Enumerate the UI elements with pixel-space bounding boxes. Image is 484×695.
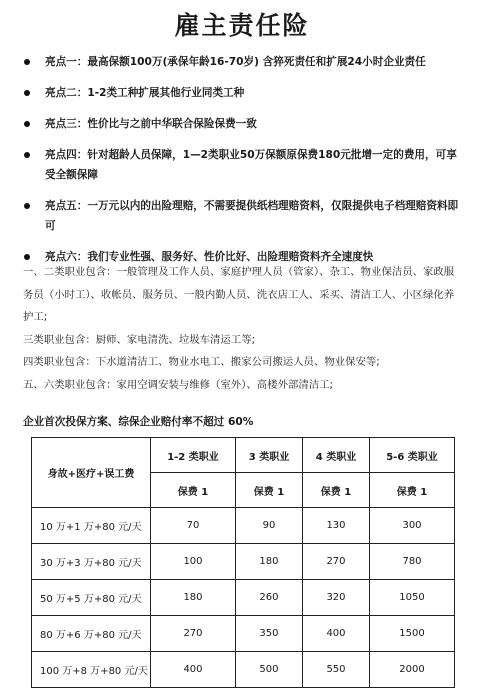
table-cell: 270 <box>302 544 369 580</box>
bullet-icon <box>24 152 30 158</box>
table-cell: 300 <box>370 508 455 544</box>
table-cell: 270 <box>151 616 236 652</box>
subheader-cell: 保费 1 <box>302 473 369 508</box>
row-label: 100 万+8 万+80 元/天 <box>32 652 151 688</box>
highlight-text: 亮点二：1-2类工种扩展其他行业同类工种 <box>45 87 245 99</box>
subheader-cell: 保费 1 <box>151 473 236 508</box>
table-cell: 90 <box>235 508 302 544</box>
subheader-cell: 保费 1 <box>235 473 302 508</box>
table-caption: 企业首次投保方案、综保企业赔付率不超过 60% <box>23 416 254 428</box>
occupation-descriptions <box>23 261 463 396</box>
row-label: 10 万+1 万+80 元/天 <box>32 508 151 544</box>
page-title: 雇主责任险 <box>174 11 310 40</box>
table-cell: 400 <box>302 616 369 652</box>
table-cell: 70 <box>151 508 236 544</box>
highlight-item <box>22 83 462 103</box>
occupation-paragraph: 三类职业包含：厨师、家电清洗、垃圾车清运工等; <box>23 333 256 346</box>
highlight-text: 亮点四：针对超龄人员保障，1—2类职业50万保额原保费180元批增一定的费用，可享受全额保障 <box>45 149 457 181</box>
bullet-icon <box>24 203 30 209</box>
bullet-icon <box>24 90 30 96</box>
table-cell: 500 <box>235 652 302 688</box>
row-header-cell: 身故+医疗+误工费 <box>32 438 151 508</box>
table-cell: 180 <box>151 580 236 616</box>
table-row <box>32 544 455 580</box>
bullet-icon <box>24 121 30 127</box>
bullet-icon <box>24 59 30 65</box>
table-cell: 780 <box>370 544 455 580</box>
column-header: 1-2 类职业 <box>151 438 236 473</box>
highlight-item <box>22 196 462 236</box>
bullet-icon <box>24 254 30 260</box>
subheader-cell: 保费 1 <box>370 473 455 508</box>
row-label: 30 万+3 万+80 元/天 <box>32 544 151 580</box>
highlight-item <box>22 114 462 134</box>
table-cell: 320 <box>302 580 369 616</box>
table-cell: 180 <box>235 544 302 580</box>
column-header: 4 类职业 <box>302 438 369 473</box>
table-cell: 350 <box>235 616 302 652</box>
occupation-paragraph: 四类职业包含：下水道清洁工、物业水电工、搬家公司搬运人员、物业保安等; <box>23 356 380 368</box>
row-label: 80 万+6 万+80 元/天 <box>32 616 151 652</box>
table-cell: 2000 <box>370 652 455 688</box>
table-row <box>32 616 455 652</box>
highlight-text: 亮点五：一万元以内的出险理赔，不需要提供纸档理赔资料，仅限提供电子档理赔资料即可 <box>45 200 459 232</box>
table-cell: 400 <box>151 652 236 688</box>
table-cell: 550 <box>302 652 369 688</box>
table-cell: 1500 <box>370 616 455 652</box>
column-header: 3 类职业 <box>235 438 302 473</box>
highlight-text: 亮点三：性价比与之前中华联合保险保费一致 <box>45 118 257 130</box>
table-cell: 100 <box>151 544 236 580</box>
row-label: 50 万+5 万+80 元/天 <box>32 580 151 616</box>
highlight-item <box>22 145 462 185</box>
table-cell: 1050 <box>370 580 455 616</box>
table-cell: 130 <box>302 508 369 544</box>
table-row <box>32 580 455 616</box>
table-row <box>32 652 455 688</box>
highlights-list <box>22 52 462 278</box>
table-header-row <box>32 438 455 473</box>
table-cell: 260 <box>235 580 302 616</box>
highlight-text: 亮点一：最高保额100万(承保年龄16-70岁) 含猝死责任和扩展24小时企业责任 <box>45 56 426 68</box>
table-row <box>32 508 455 544</box>
column-header: 5-6 类职业 <box>370 438 455 473</box>
premium-table <box>31 437 455 688</box>
highlight-text: 亮点六：我们专业性强、服务好、性价比好、出险理赔资料齐全速度快 <box>45 251 374 263</box>
occupation-paragraph: 五、六类职业包含：家用空调安装与维修（室外）、高楼外部清洁工; <box>23 378 334 391</box>
occupation-paragraph: 一、二类职业包含：一般管理及工作人员、家庭护理人员（管家）、杂工、物业保洁员、家政服务员（小时工）、收帐员、服务员、一般内勤人员、洗衣店工人、采买、清洁工人、小区绿化养护工; <box>23 266 455 323</box>
highlight-item <box>22 52 462 72</box>
